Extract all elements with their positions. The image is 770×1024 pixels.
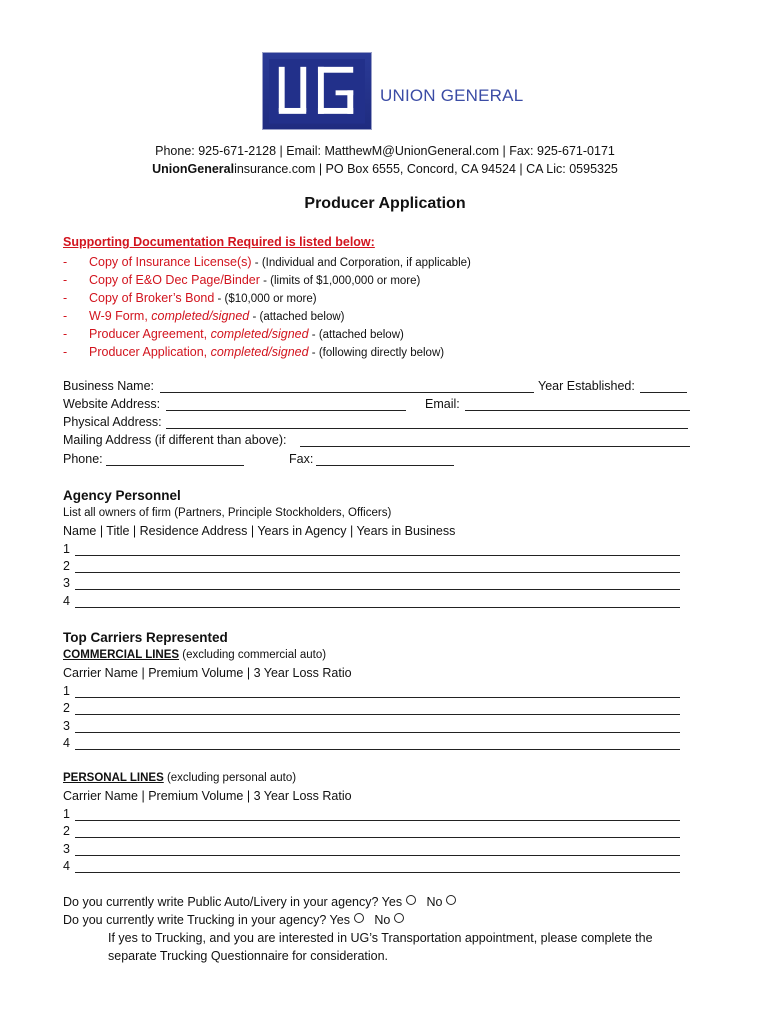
agency-subtext: List all owners of firm (Partners, Principle Stockholders, Officers) — [63, 507, 392, 519]
row-number: 3 — [63, 842, 70, 856]
doc-item: - W-9 Form, completed/signed - (attached below) — [63, 309, 345, 323]
physical-address-field[interactable] — [166, 428, 688, 429]
page-title: Producer Application — [304, 195, 466, 212]
phone-field[interactable] — [106, 465, 244, 466]
contact-line-2-rest: insurance.com | PO Box 6555, Concord, CA 94524 | CA Lic: 0595325 — [234, 162, 618, 176]
mailing-address-field[interactable] — [300, 446, 690, 447]
commercial-columns: Carrier Name | Premium Volume | 3 Year Loss Ratio — [63, 666, 352, 680]
email-label: Email: — [425, 397, 460, 411]
row-number: 4 — [63, 859, 70, 873]
business-name-field[interactable] — [160, 392, 534, 393]
row-number: 1 — [63, 807, 70, 821]
question-public-auto: Do you currently write Public Auto/Livery in your agency? Yes No — [63, 895, 456, 909]
carriers-heading: Top Carriers Represented — [63, 630, 228, 645]
personal-row-field[interactable] — [75, 855, 680, 856]
row-number: 3 — [63, 719, 70, 733]
agency-row-field[interactable] — [75, 555, 680, 556]
doc-item: - Copy of E&O Dec Page/Binder - (limits of $1,000,000 or more) — [63, 273, 421, 287]
trucking-note-line-1: If yes to Trucking, and you are interested in UG’s Transportation appointment, please complete the — [108, 931, 653, 945]
personal-row-field[interactable] — [75, 872, 680, 873]
website-field[interactable] — [166, 410, 406, 411]
row-number: 4 — [63, 736, 70, 750]
contact-line-1: Phone: 925-671-2128 | Email: MatthewM@UnionGeneral.com | Fax: 925-671-0171 — [155, 144, 615, 158]
fax-label: Fax: — [289, 452, 314, 466]
doc-item: - Copy of Insurance License(s) - (Individual and Corporation, if applicable) — [63, 255, 471, 269]
trucking-note-line-2: separate Trucking Questionnaire for consideration. — [108, 949, 389, 963]
year-established-label: Year Established: — [538, 379, 635, 393]
agency-columns: Name | Title | Residence Address | Years in Agency | Years in Business — [63, 524, 456, 538]
row-number: 1 — [63, 684, 70, 698]
business-name-label: Business Name: — [63, 379, 155, 393]
row-number: 2 — [63, 701, 70, 715]
no-radio-public-auto[interactable] — [446, 895, 456, 905]
commercial-row-field[interactable] — [75, 732, 680, 733]
agency-row-field[interactable] — [75, 607, 680, 608]
fax-field[interactable] — [316, 465, 454, 466]
agency-row-field[interactable] — [75, 589, 680, 590]
doc-item: - Producer Application, completed/signed - (following directly below) — [63, 345, 445, 359]
personal-columns: Carrier Name | Premium Volume | 3 Year Loss Ratio — [63, 789, 352, 803]
mailing-address-label: Mailing Address (if different than above): — [63, 433, 287, 447]
docs-heading: Supporting Documentation Required is listed below: — [63, 235, 375, 249]
commercial-row-field[interactable] — [75, 714, 680, 715]
agency-heading: Agency Personnel — [63, 488, 181, 503]
doc-item: - Copy of Broker’s Bond - ($10,000 or more) — [63, 291, 317, 305]
company-logo — [262, 52, 372, 130]
commercial-row-field[interactable] — [75, 749, 680, 750]
personal-row-field[interactable] — [75, 837, 680, 838]
contact-line-2 — [0, 162, 770, 176]
logo-wordmark: UNION GENERAL — [380, 86, 524, 105]
question-trucking: Do you currently write Trucking in your agency? Yes No — [63, 913, 404, 927]
website-label: Website Address: — [63, 397, 161, 411]
physical-address-label: Physical Address: — [63, 415, 162, 429]
no-radio-trucking[interactable] — [394, 913, 404, 923]
row-number: 1 — [63, 542, 70, 556]
yes-radio-trucking[interactable] — [354, 913, 364, 923]
personal-row-field[interactable] — [75, 820, 680, 821]
row-number: 3 — [63, 576, 70, 590]
row-number: 4 — [63, 594, 70, 608]
row-number: 2 — [63, 559, 70, 573]
website-bold: UnionGeneral — [152, 162, 235, 176]
year-established-field[interactable] — [640, 392, 687, 393]
ug-logo-icon — [269, 59, 365, 124]
docs-list — [63, 253, 703, 361]
yes-radio-public-auto[interactable] — [406, 895, 416, 905]
personal-lines-label: PERSONAL LINES (excluding personal auto) — [63, 772, 297, 784]
row-number: 2 — [63, 824, 70, 838]
phone-label: Phone: — [63, 452, 103, 466]
commercial-lines-label: COMMERCIAL LINES (excluding commercial auto) — [63, 649, 327, 661]
doc-item: - Producer Agreement, completed/signed - (attached below) — [63, 327, 404, 341]
commercial-row-field[interactable] — [75, 697, 680, 698]
email-field[interactable] — [465, 410, 690, 411]
agency-row-field[interactable] — [75, 572, 680, 573]
